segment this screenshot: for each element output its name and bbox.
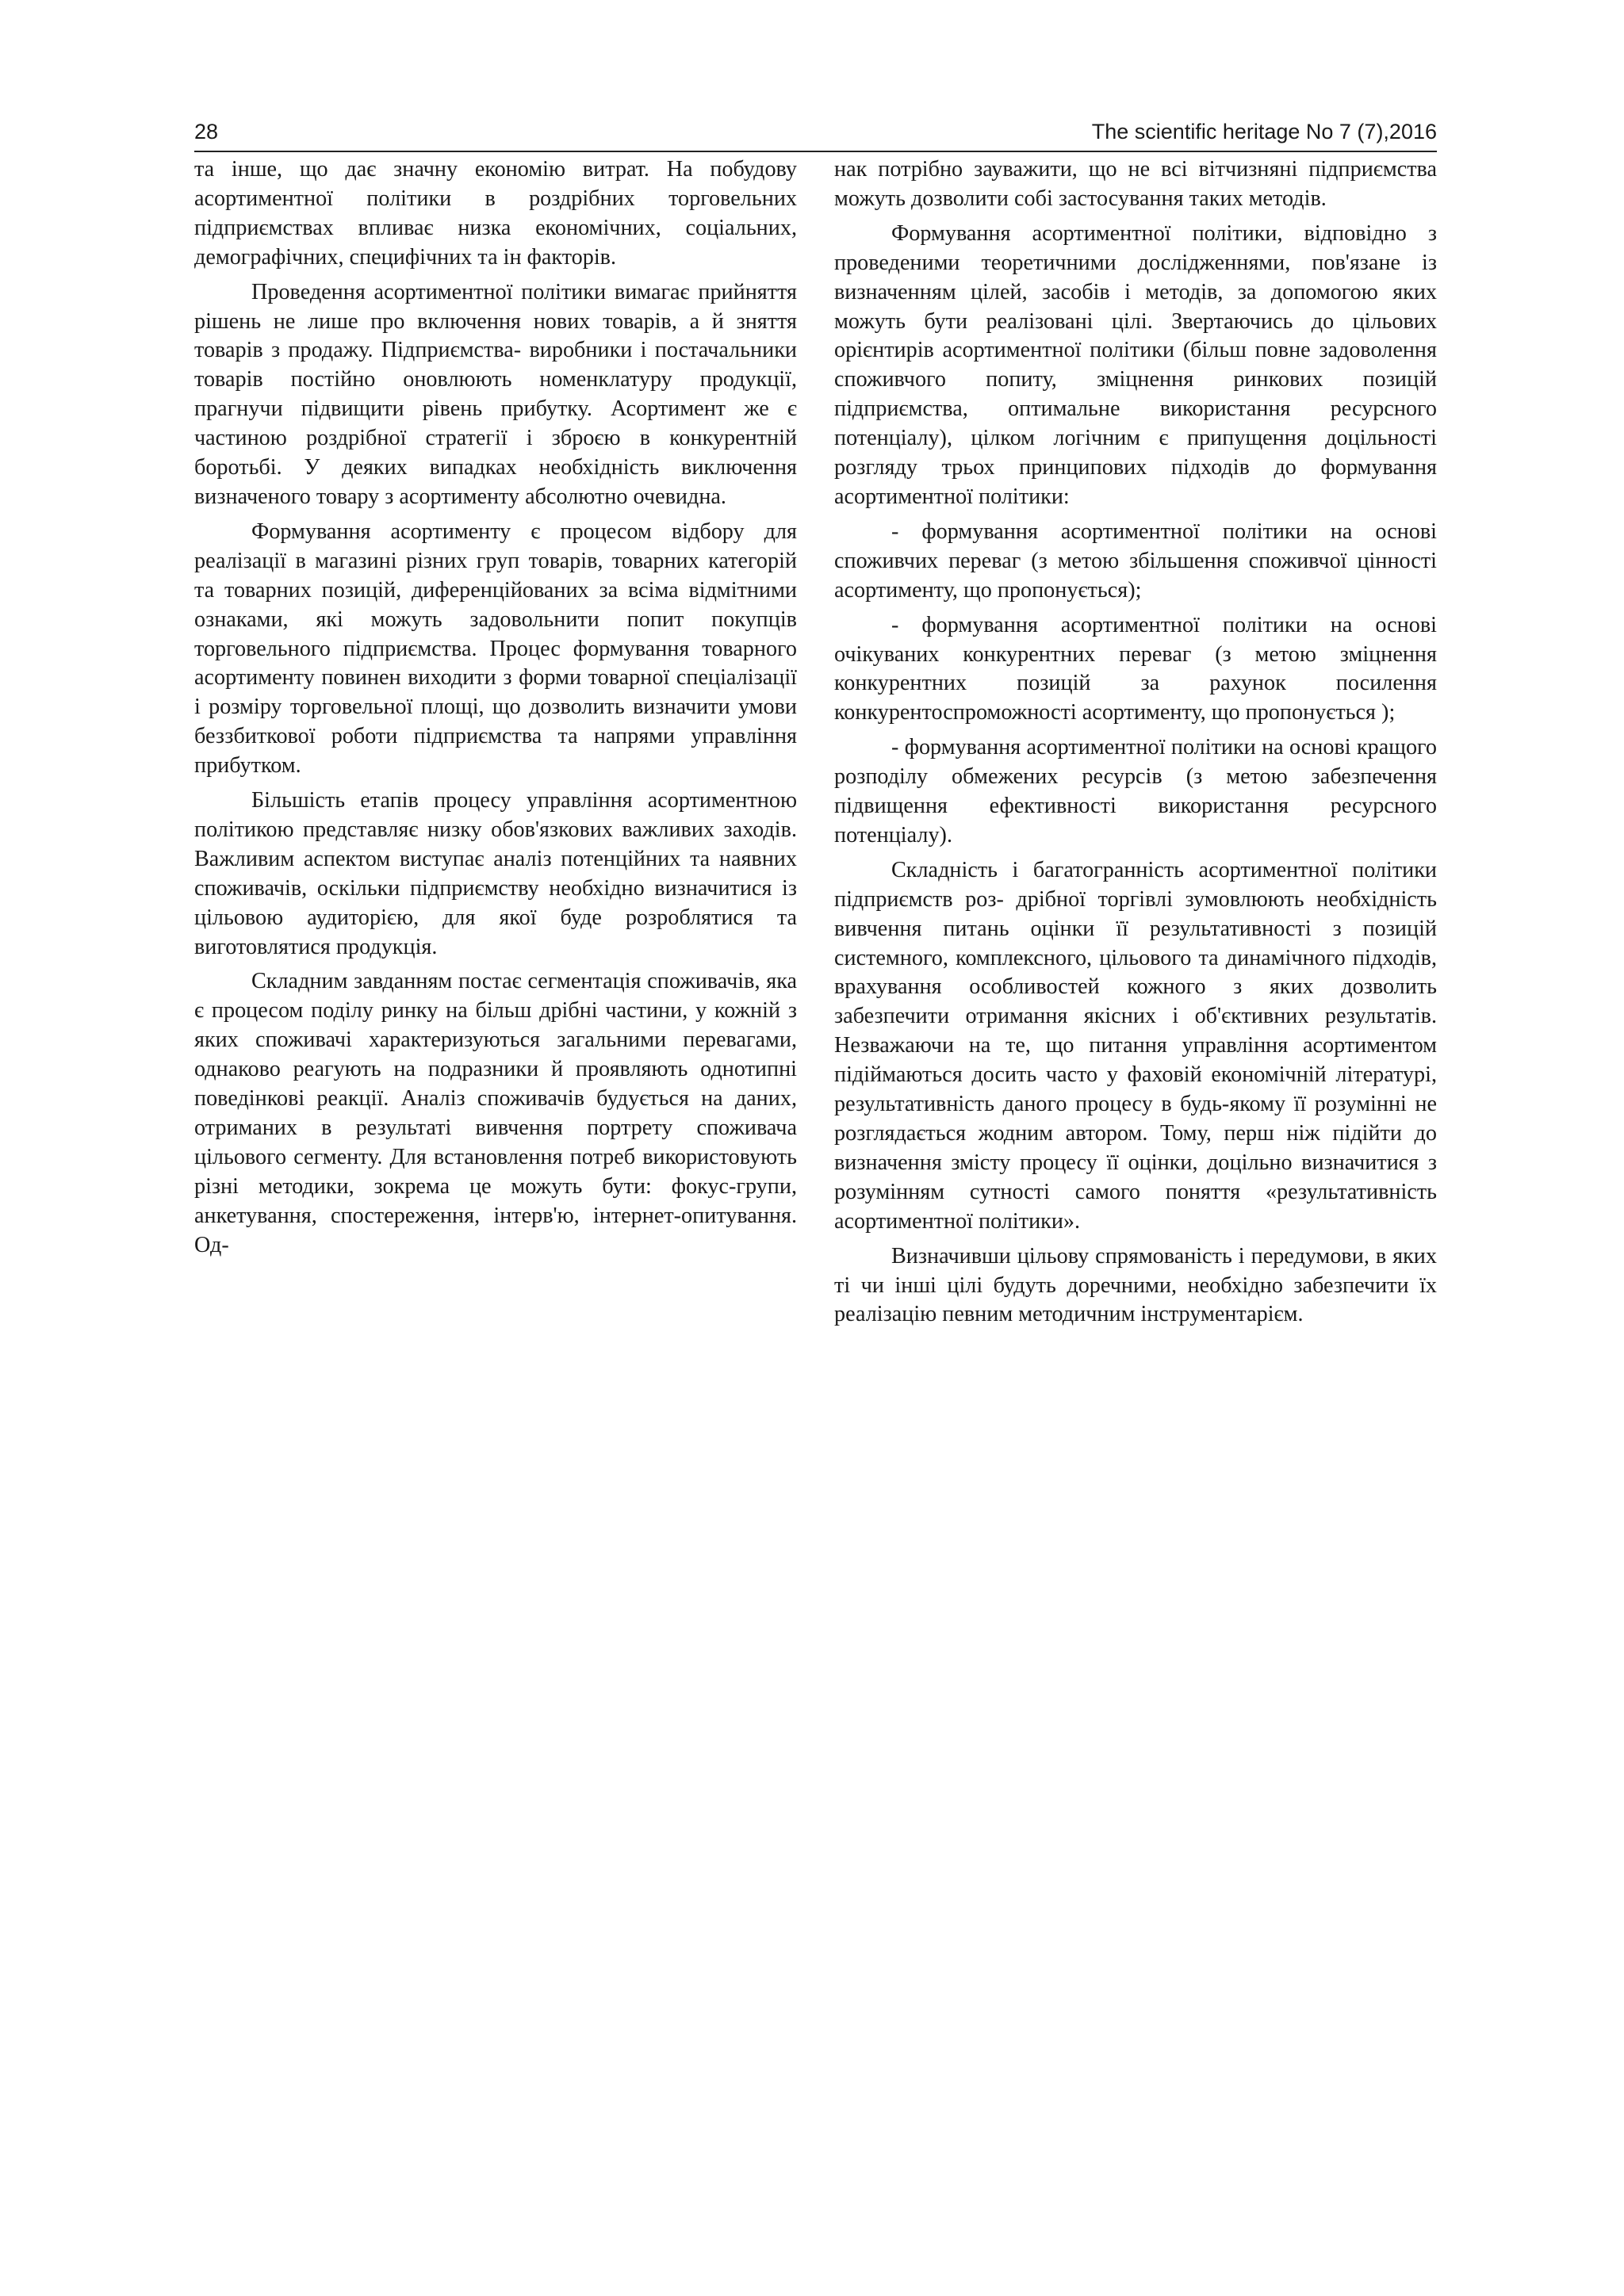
list-item: - формування асортиментної політики на основі очікуваних конкурентних переваг (з метою зміцнення конкурентних позицій за рахунок посилення конкурентоспроможності асортименту, що пропонується ); [834, 612, 1437, 725]
paragraph: Проведення асортиментної політики вимагає прийняття рішень не лише про включення нових товарів, а й зняття товарів з продажу. Підприємства- виробники і постачальники товарів постійно оновлюють номенклатуру продукції, прагнучи підвищити рівень прибутку. Асортимент же є частиною роздрібної стратегії і зброєю в конкурентній боротьбі. У деяких випадках необхідність виключення визначеного товару з асортименту абсолютно очевидна. [194, 279, 797, 509]
paragraph: Складність і багатогранність асортиментної політики підприємств роз- дрібної торгівлі зумовлюють необхідність вивчення питань оцінки її результативності з позицій системного, комплексного, цільового та динамічного підходів, врахування особливостей кожного з яких дозволить забезпечити отримання якісних і об'єктивних результатів. Незважаючи на те, що питання управління асортиментом підіймаються досить часто у фаховій економічній літературі, результативність даного процесу в будь-якому її розумінні не розглядається жодним автором. Тому, перш ніж підійти до визначення змісту процесу її оцінки, доцільно визначитися з розумінням сутності самого поняття «результативність асортиментної політики». [834, 857, 1437, 1234]
paragraph: Визначивши цільову спрямованість і передумови, в яких ті чи інші цілі будуть доречними, необхідно забезпечити їх реалізацію певним методичним інструментарієм. [834, 1243, 1437, 1327]
paragraph: Формування асортименту є процесом відбору для реалізації в магазині різних груп товарів, товарних категорій та товарних позицій, диференційованих за всіма відмітними ознаками, які можуть задовольнити попит покупців торговельного підприємства. Процес формування товарного асортименту повинен виходити з форми товарної спеціалізації і розміру торговельної площі, що дозволить визначити умови беззбиткової роботи підприємства та напрями управління прибутком. [194, 519, 797, 779]
left-column [194, 155, 797, 1266]
list-item: - формування асортиментної політики на основі кращого розподілу обмежених ресурсів (з метою забезпечення підвищення ефективності використання ресурсного потенціалу). [834, 735, 1437, 848]
paragraph: нак потрібно зауважити, що не всі вітчизняні підприємства можуть дозволити собі застосування таких методів. [834, 157, 1437, 211]
paragraph: Складним завданням постає сегментація споживачів, яка є процесом поділу ринку на більш дрібні частини, у кожній з яких споживачі характеризуються загальними перевагами, однаково реагують на подразники й проявляють однотипні поведінкові реакції. Аналіз споживачів будується на даних, отриманих в результаті вивчення портрету споживача цільового сегменту. Для встановлення потреб використовують різні методики, зокрема це можуть бути: фокус-групи, анкетування, спостереження, інтерв'ю, інтернет-опитування. Од- [194, 969, 797, 1257]
paragraph: та інше, що дає значну економію витрат. На побудову асортиментної політики в роздрібних торговельних підприємствах впливає низка економічних, соціальних, демографічних, специфічних та ін факторів. [194, 157, 797, 270]
right-column [834, 155, 1437, 1335]
paragraph: Більшість етапів процесу управління асортиментною політикою представляє низку обов'язкових важливих заходів. Важливим аспектом виступає аналіз потенційних та наявних споживачів, оскільки підприємству необхідно визначитися із цільовою аудиторією, для якої буде розроблятися та виготовлятися продукція. [194, 788, 797, 959]
page-header [194, 116, 1437, 152]
journal-title: The scientific heritage No 7 (7),2016 [1091, 120, 1437, 144]
list-item: - формування асортиментної політики на основі споживчих переваг (з метою збільшення споживчої цінності асортименту, що пропонується); [834, 519, 1437, 603]
page-number: 28 [194, 120, 219, 144]
paragraph: Формування асортиментної політики, відповідно з проведеними теоретичними дослідженнями, пов'язане із визначенням цілей, засобів і методів, за допомогою яких можуть бути реалізовані цілі. Звертаючись до цільових орієнтирів асортиментної політики (більш повне задоволення споживчого попиту, зміцнення ринкових позицій підприємства, оптимальне використання ресурсного потенціалу), цілком логічним є припущення доцільності розгляду трьох принципових підходів до формування асортиментної політики: [834, 220, 1437, 509]
